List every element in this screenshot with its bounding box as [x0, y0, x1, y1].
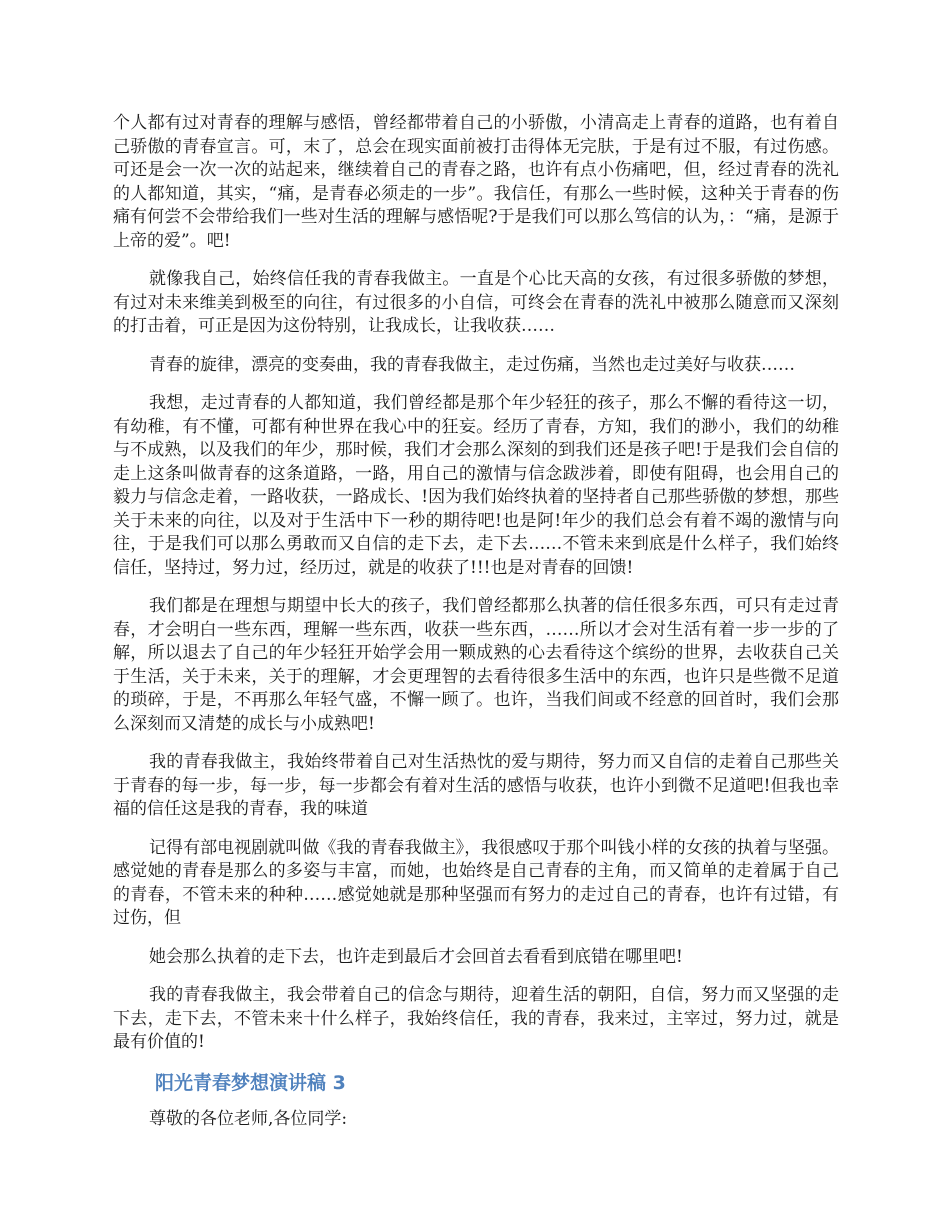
- greeting: 尊敬的各位老师,各位同学:: [149, 1108, 348, 1129]
- paragraph: 我的青春我做主，我始终带着自己对生活热忱的爱与期待，努力而又自信的走着自己那些关于青春的每一步，每一步，每一步都会有着对生活的感悟与收获，也许小到微不足道吧!但我也幸福的信任这是我的青春，我的味道: [113, 752, 839, 819]
- paragraph: 我想，走过青春的人都知道，我们曾经都是那个年少轻狂的孩子，那么不懈的看待这一切，有幼稚，有不懂，可都有种世界在我心中的狂妄。经历了青春，方知，我们的渺小，我们的幼稚与不成熟，以及我们的年少，那时候，我们才会那么深刻的到我们还是孩子吧!于是我们会自信的走上这条叫做青春的这条道路，一路，用自己的激情与信念跋涉着，即使有阻碍，也会用自己的毅力与信念走着，一路收获，一路成长、!因为我们始终执着的坚持者自己那些骄傲的梦想，那些关于未来的向往，以及对于生活中下一秒的期待吧!也是阿!年少的我们总会有着不竭的激情与向往，于是我们可以那么勇敢而又自信的走下去，走下去……不管未来到底是什么样子，我们始终信任，坚持过，努力过，经历过，就是的收获了!!!也是对青春的回馈!: [113, 393, 839, 578]
- section-heading: 阳光青春梦想演讲稿 3: [155, 1071, 346, 1094]
- paragraph: 记得有部电视剧就叫做《我的青春我做主》，我很感叹于那个叫钱小样的女孩的执着与坚强。感觉她的青春是那么的多姿与丰富，而她，也始终是自己青春的主角，而又简单的走着属于自己的青春，不管未来的种种……感觉她就是那种坚强而有努力的走过自己的青春，也许有过错，有过伤，但: [113, 837, 839, 928]
- paragraph: 我的青春我做主，我会带着自己的信念与期待，迎着生活的朝阳，自信，努力而又坚强的走下去，走下去，不管未来十什么样子，我始终信任，我的青春，我来过，主宰过，努力过，就是最有价值的!: [113, 985, 839, 1052]
- document-body: [113, 112, 839, 1146]
- paragraph: 就像我自己，始终信任我的青春我做主。一直是个心比天高的女孩，有过很多骄傲的梦想，有过对未来维美到极至的向往，有过很多的小自信，可终会在青春的洗礼中被那么随意而又深刻的打击着，可正是因为这份特别，让我成长，让我收获……: [113, 269, 839, 336]
- paragraph: 我们都是在理想与期望中长大的孩子，我们曾经都那么执著的信任很多东西，可只有走过青春，才会明白一些东西，理解一些东西，收获一些东西，……所以才会对生活有着一步一步的了解，所以退去了自己的年少轻狂开始学会用一颗成熟的心去看待这个缤纷的世界，去收获自己关于生活，关于未来，关于的理解，才会更理智的去看待很多生活中的东西，也许只是些微不足道的琐碎，于是，不再那么年轻气盛，不懈一顾了。也许，当我们间或不经意的回首时，我们会那么深刻而又清楚的成长与小成熟吧!: [113, 596, 839, 734]
- paragraph: 个人都有过对青春的理解与感悟，曾经都带着自己的小骄傲，小清高走上青春的道路，也有着自己骄傲的青春宣言。可，末了，总会在现实面前被打击得体无完肤，于是有过不服，有过伤感。可还是会一次一次的站起来，继续着自己的青春之路，也许有点小伤痛吧，但，经过青春的洗礼的人都知道，其实，“痛，是青春必须走的一步”。我信任，有那么一些时候，这种关于青春的伤痛有何尝不会带给我们一些对生活的理解与感悟呢?于是我们可以那么笃信的认为，：“痛，是源于上帝的爱”。吧!: [113, 113, 839, 251]
- paragraph: 青春的旋律，漂亮的变奏曲，我的青春我做主，走过伤痛，当然也走过美好与收获……: [149, 354, 795, 375]
- paragraph: 她会那么执着的走下去，也许走到最后才会回首去看看到底错在哪里吧!: [149, 946, 683, 967]
